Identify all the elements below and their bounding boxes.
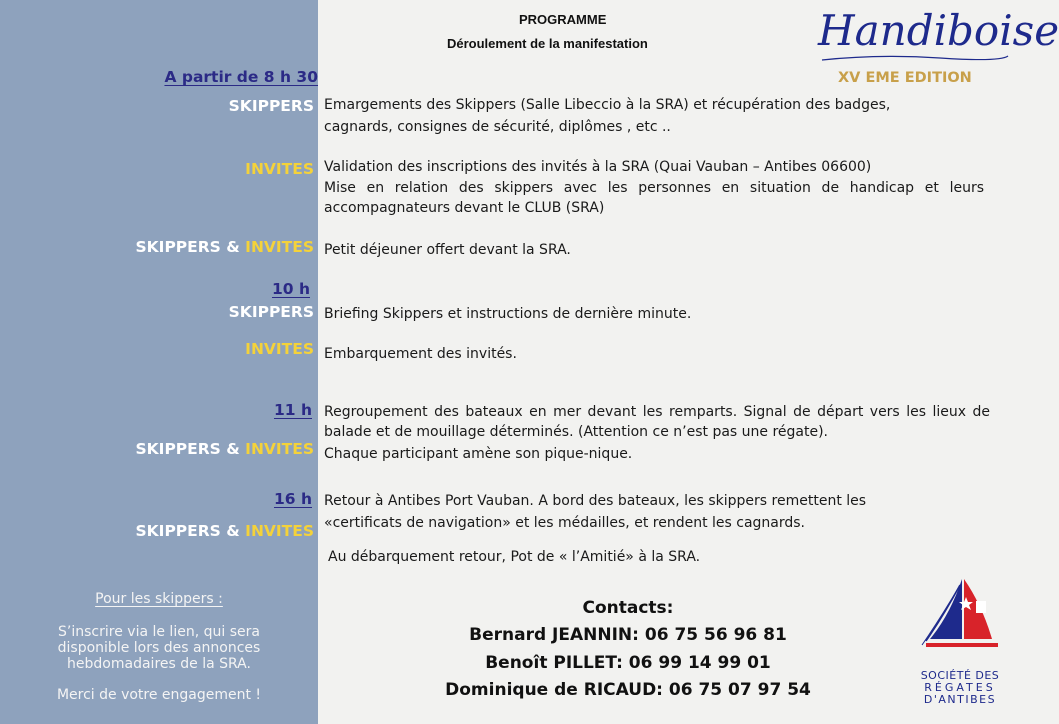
logo-swash-icon (820, 52, 1010, 66)
text-line: Emargements des Skippers (Salle Libeccio à la SRA) et récupération des badges, (324, 97, 891, 113)
text-paragraph: Regroupement des bateaux en mer devant les remparts. Signal de départ vers les lieux de balade et de mouillage déterminés. (Attention ce n’est pas une régate). (324, 404, 990, 440)
label-skippers: SKIPPERS (228, 97, 314, 115)
sidebar-note-line: hebdomadaires de la SRA. (67, 656, 251, 672)
text-line: Embarquement des invités. (324, 346, 517, 362)
label-skippers-part: SKIPPERS & (135, 238, 240, 256)
label-skippers-part: SKIPPERS & (135, 440, 240, 458)
edition-label: XV EME EDITION (838, 70, 972, 86)
event-logo-script: Handiboise (818, 6, 1059, 55)
sra-logo-line: RÉGATES (924, 681, 996, 694)
text-paragraph: Mise en relation des skippers avec les personnes en situation de handicap et leurs accompagnateurs devant le CLUB (SRA) (324, 180, 984, 216)
time-slot-10h: 10 h (271, 280, 310, 298)
label-skippers-part: SKIPPERS & (135, 522, 240, 540)
label-invites-part: INVITES (245, 522, 314, 540)
label-invites: INVITES (245, 160, 314, 178)
page-subtitle: Déroulement de la manifestation (447, 36, 648, 51)
text-line: «certificats de navigation» et les médailles, et rendent les cagnards. (324, 515, 806, 531)
sailboat-icon (920, 575, 1000, 653)
label-skippers-invites (136, 238, 315, 256)
text-line: Petit déjeuner offert devant la SRA. (324, 242, 571, 258)
sidebar-note-heading: Pour les skippers : (95, 591, 223, 607)
sra-logo-line: D'ANTIBES (923, 693, 997, 706)
contact-line: Bernard JEANNIN: 06 75 56 96 81 (469, 625, 787, 645)
text-line: Au débarquement retour, Pot de « l’Amitié» à la SRA. (328, 549, 701, 565)
text-line: cagnards, consignes de sécurité, diplômes , etc .. (324, 119, 671, 135)
contact-line: Benoît PILLET: 06 99 14 99 01 (485, 653, 771, 673)
text-line: Validation des inscriptions des invités à la SRA (Quai Vauban – Antibes 06600) (324, 159, 872, 175)
page-title: PROGRAMME (519, 12, 607, 27)
text-line: Briefing Skippers et instructions de dernière minute. (324, 306, 692, 322)
sidebar-note-thanks: Merci de votre engagement ! (56, 687, 262, 703)
time-slot-11h: 11 h (273, 401, 312, 419)
text-line: Chaque participant amène son pique-nique. (324, 446, 633, 462)
text-line: Retour à Antibes Port Vauban. A bord des bateaux, les skippers remettent les (324, 493, 867, 509)
label-invites: INVITES (245, 340, 314, 358)
time-slot-16h: 16 h (273, 490, 312, 508)
label-invites-part: INVITES (245, 440, 314, 458)
label-invites-part: INVITES (245, 238, 314, 256)
sidebar-note-line: disponible lors des annonces (57, 640, 261, 656)
sra-logo-line: SOCIÉTÉ DES (920, 669, 1000, 682)
contact-line: Dominique de RICAUD: 06 75 07 97 54 (445, 680, 811, 700)
label-skippers-invites (136, 522, 315, 540)
label-skippers-invites (136, 440, 315, 458)
contacts-heading: Contacts: (582, 598, 674, 618)
sidebar-note-line: S’inscrire via le lien, qui sera (58, 624, 260, 640)
label-skippers: SKIPPERS (228, 303, 314, 321)
time-slot-0830: A partir de 8 h 30 (164, 68, 318, 86)
